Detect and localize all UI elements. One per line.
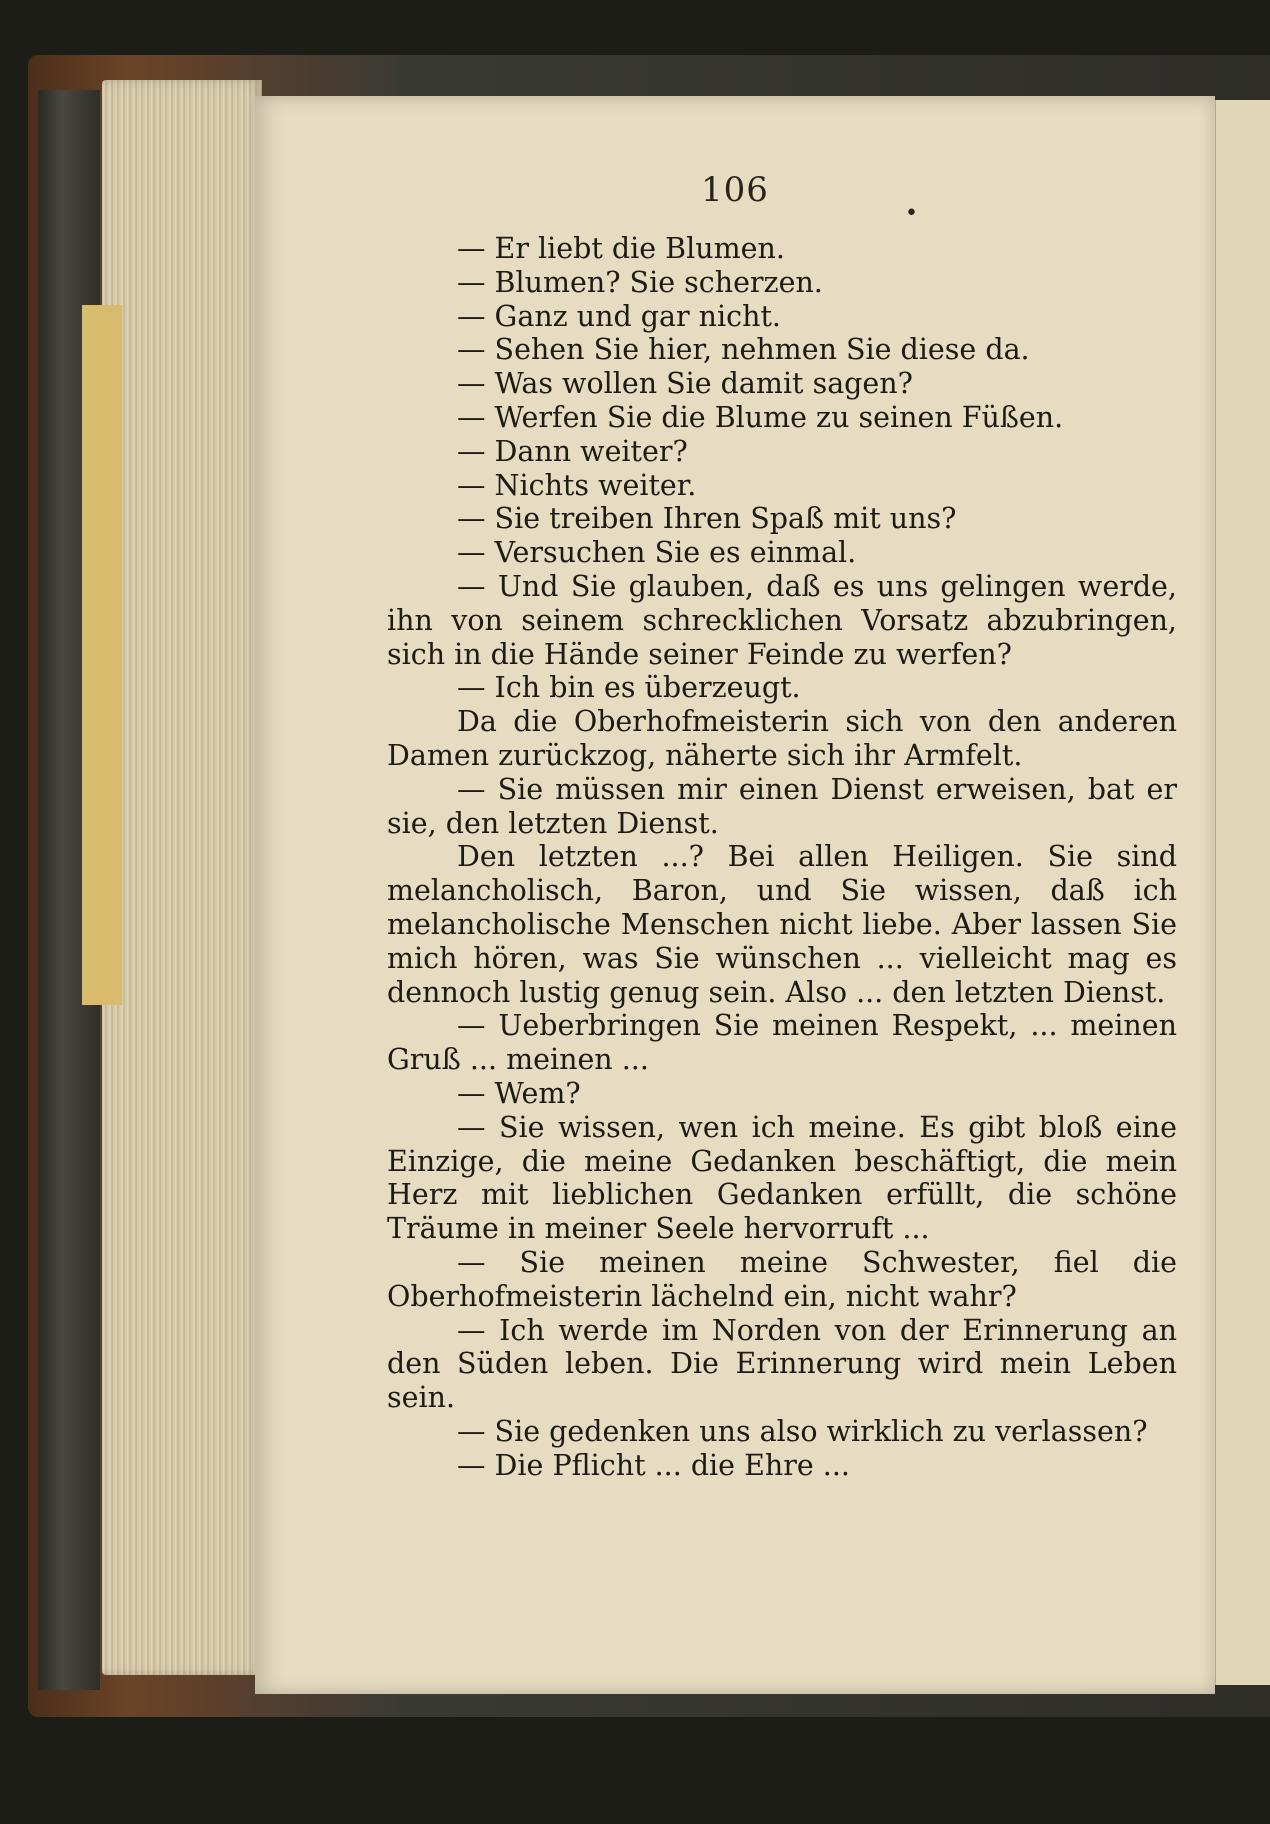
paragraph: Da die Oberhofmeisterin sich von den anderen Damen zurückzog, näherte sich ihr Armfelt. <box>387 705 1177 772</box>
paragraph: — Ueberbringen Sie meinen Respekt, ... meinen Gruß ... meinen ... <box>387 1009 1177 1077</box>
paragraph: Den letzten ...? Bei allen Heiligen. Sie sind melancholisch, Baron, und Sie wissen, daß ich melancholische Menschen nicht liebe. Aber lassen Sie mich hören, was Sie wünschen ... vielleicht mag es dennoch lustig genug sein. Also ... den letzten Dienst. <box>387 840 1177 1009</box>
paragraph: — Er liebt die Blumen. <box>457 232 785 265</box>
paragraph: — Sie müssen mir einen Dienst erweisen, bat er sie, den letzten Dienst. <box>387 772 1177 840</box>
paragraph: — Versuchen Sie es einmal. <box>457 536 857 570</box>
paragraph: — Was wollen Sie damit sagen? <box>457 367 913 401</box>
paragraph: — Sehen Sie hier, nehmen Sie diese da. <box>457 333 1030 367</box>
page-mark: • <box>905 201 918 226</box>
paragraph: — Sie gedenken uns also wirklich zu verlassen? <box>457 1414 1148 1448</box>
page-edges <box>102 80 262 1675</box>
page-number: 106 <box>701 170 769 210</box>
facing-page-edge <box>1214 100 1270 1685</box>
paragraph: — Werfen Sie die Blume zu seinen Füßen. <box>457 400 1064 434</box>
paragraph: — Ich werde im Norden von der Erinnerung an den Süden leben. Die Erinnerung wird mein Leben sein. <box>387 1313 1177 1415</box>
paragraph: — Ganz und gar nicht. <box>457 299 781 333</box>
paragraph: — Ich bin es überzeugt. <box>457 671 801 705</box>
paragraph: — Sie treiben Ihren Spaß mit uns? <box>457 502 957 536</box>
paragraph: — Und Sie glauben, daß es uns gelingen werde, ihn von seinem schrecklichen Vorsatz abzubringen, sich in die Hände seiner Feinde zu werfen? <box>387 569 1177 671</box>
paragraph: — Nichts weiter. <box>457 468 697 502</box>
book-page <box>255 96 1215 1694</box>
paragraph: — Blumen? Sie scherzen. <box>457 265 823 299</box>
paragraph: — Sie wissen, wen ich meine. Es gibt bloß eine Einzige, die meine Gedanken beschäftigt, die mein Herz mit lieblichen Gedanken erfüllt, die schöne Träume in meiner Seele hervorruft ... <box>387 1110 1177 1246</box>
bookmark-strip <box>82 305 122 1005</box>
paragraph: — Sie meinen meine Schwester, fiel die Oberhofmeisterin lächelnd ein, nicht wahr? <box>387 1245 1177 1313</box>
page-text <box>387 232 1177 1482</box>
paragraph: — Dann weiter? <box>457 434 688 468</box>
paragraph: — Wem? <box>457 1076 581 1110</box>
paragraph: — Die Pflicht ... die Ehre ... <box>457 1448 850 1482</box>
